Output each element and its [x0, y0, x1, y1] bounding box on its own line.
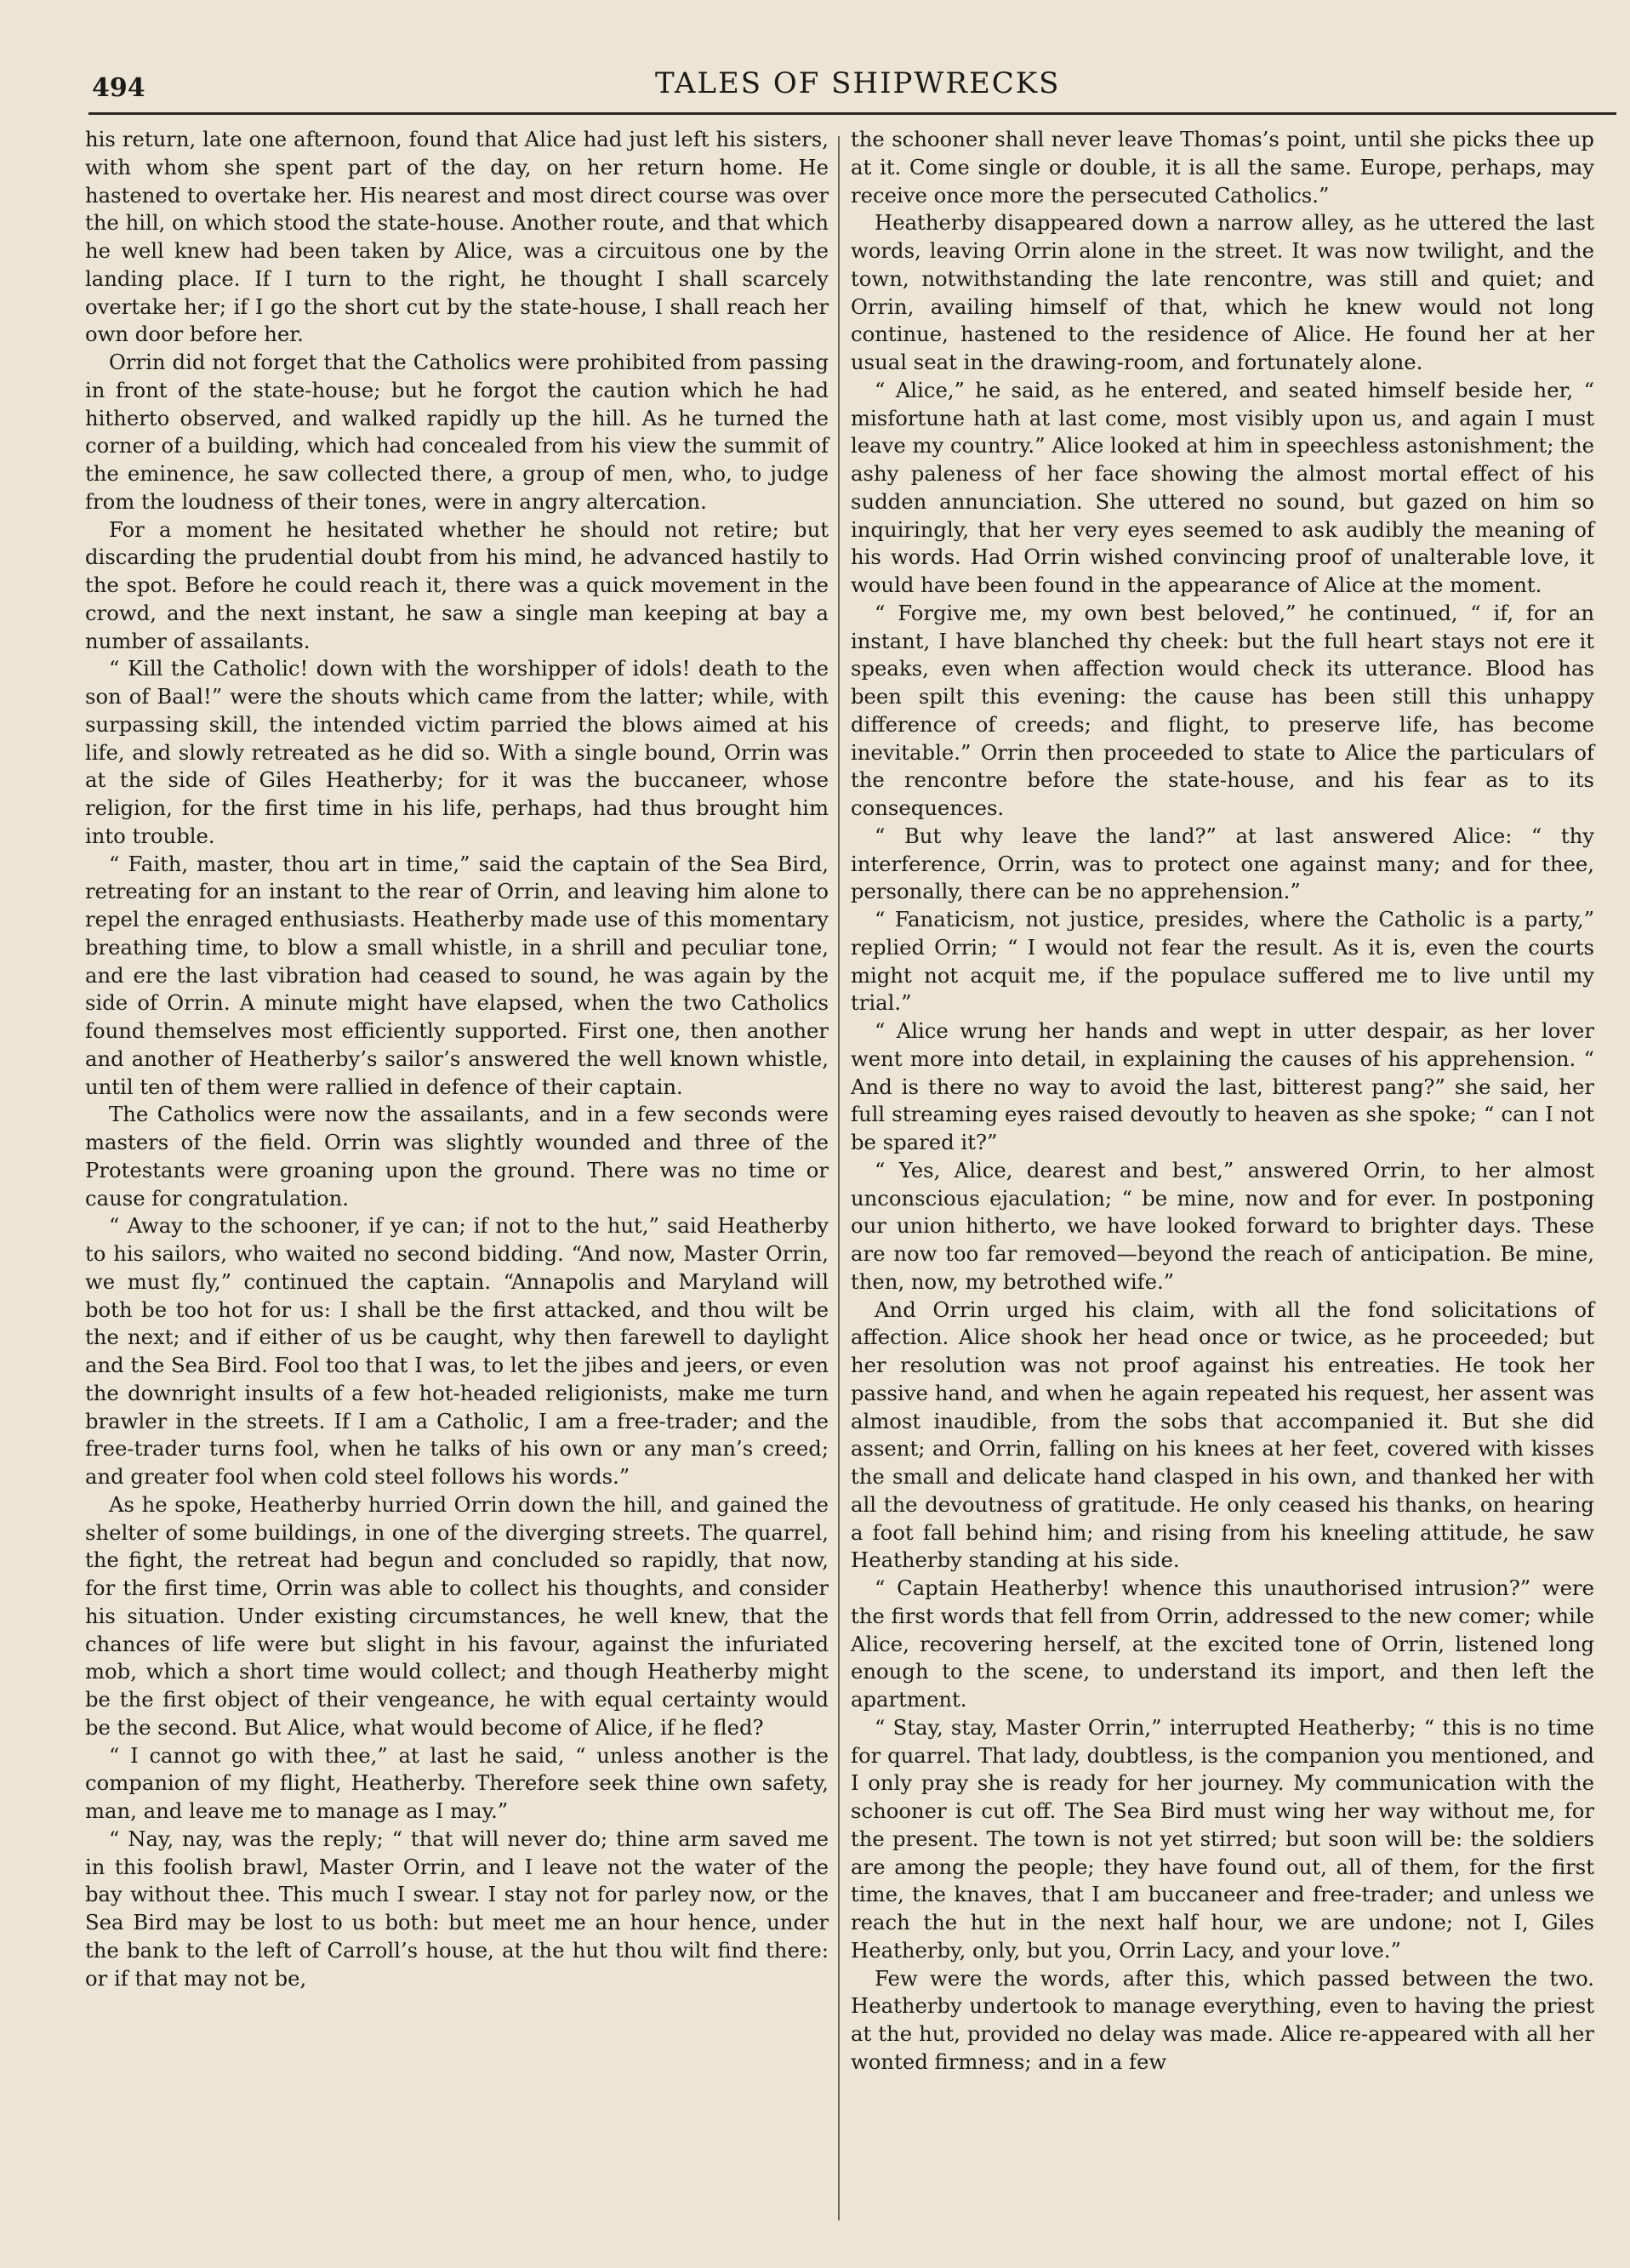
paragraph: For a moment he hesitated whether he should not retire; but discarding the prudential doubt from his mind, he advanced hastily to the spot. Before he could reach it, there was a quick movement in the crowd, and the next instant, he saw a single man keeping at bay a number of assailants. — [85, 516, 829, 653]
paragraph: “ Away to the schooner, if ye can; if not to the hut,” said Heatherby to his sailors, who waited no second bidding. “And now, Master Orrin, we must fly,” continued the captain. “Annapolis and Maryland will both be too hot for us: I shall be the first attacked, and thou wilt be the next; and if either of us be caught, why then farewell to daylight and the Sea Bird. Fool too that I was, to let the jibes and jeers, or even the downright insults of a few hot-headed religionists, make me turn brawler in the streets. If I am a Catholic, I am a free-trader; and the free-trader turns fool, when he talks of his own or any man’s creed; and greater fool when cold steel follows his words.” — [85, 1213, 829, 1489]
paragraph: “ Alice wrung her hands and wept in utter despair, as her lover went more into detail, in explaining the causes of his apprehension. “ And is there no way to avoid the last, bitterest pang?” she said, her full streaming eyes raised devoutly to heaven as she spoke; “ can I not be spared it?” — [851, 1018, 1594, 1154]
paragraph: “ Captain Heatherby! whence this unauthorised intrusion?” were the first words that fell from Orrin, addressed to the new comer; while Alice, recovering herself, at the excited tone of Orrin, listened long enough to the scene, to understand its import, and then left the apartment. — [851, 1576, 1594, 1712]
paragraph: his return, late one afternoon, found that Alice had just left his sisters, with whom she spent part of the day, on her return home. He hastened to overtake her. His nearest and most direct course was over the hill, on which stood the state-house. Another route, and that which he well knew had been taken by Alice, was a circuitous one by the landing place. If I turn to the right, he thought I shall scarcely overtake her; if I go the short cut by the state-house, I shall reach her own door before her. — [85, 127, 829, 347]
paragraph: And Orrin urged his claim, with all the fond solicitations of affection. Alice shook her head once or twice, as he proceeded; but her resolution was not proof against his entreaties. He took her passive hand, and when he again repeated his request, her assent was almost inaudible, from the sobs that accompanied it. But she did assent; and Orrin, falling on his knees at her feet, covered with kisses the small and delicate hand clasped in his own, and thanked her with all the devoutness of gratitude. He only ceased his thanks, on hearing a foot fall behind him; and rising from his kneeling attitude, he saw Heatherby standing at his side. — [851, 1296, 1594, 1573]
paragraph: the schooner shall never leave Thomas’s point, until she picks thee up at it. Come single or double, it is all the same. Europe, perhaps, may receive once more the persecuted Catholics.” — [851, 127, 1594, 208]
left-column — [85, 126, 829, 1992]
paragraph: “ Faith, master, thou art in time,” said the captain of the Sea Bird, retreating for an instant to the rear of Orrin, and leaving him alone to repel the enraged enthusiasts. Heatherby made use of this momentary breathing time, to blow a small whistle, in a shrill and peculiar tone, and ere the last vibration had ceased to sound, he was again by the side of Orrin. A minute might have elapsed, when the two Catholics found themselves most efficiently supported. First one, then another and another of Heatherby’s sailor’s answered the well known whistle, until ten of them were rallied in defence of their captain. — [85, 851, 829, 1099]
paragraph: “ I cannot go with thee,” at last he said, “ unless another is the companion of my flight, Heatherby. Therefore seek thine own safety, man, and leave me to manage as I may.” — [85, 1742, 829, 1823]
paragraph: “ Yes, Alice, dearest and best,” answered Orrin, to her almost unconscious ejaculation; “ be mine, now and for ever. In postponing our union hitherto, we have looked forward to brighter days. These are now too far removed—beyond the reach of anticipation. Be mine, then, now, my betrothed wife.” — [851, 1157, 1594, 1294]
paragraph: “ Stay, stay, Master Orrin,” interrupted Heatherby; “ this is no time for quarrel. That lady, doubtless, is the companion you mentioned, and I only pray she is ready for her journey. My communication with the schooner is cut off. The Sea Bird must wing her way without me, for the present. The town is not yet stirred; but soon will be: the soldiers are among the people; they have found out, all of them, for the first time, the knaves, that I am buccaneer and free-trader; and unless we reach the hut in the next half hour, we are undone; not I, Giles Heatherby, only, but you, Orrin Lacy, and your love.” — [851, 1714, 1594, 1963]
paragraph: Orrin did not forget that the Catholics were prohibited from passing in front of the state-house; but he forgot the caution which he had hitherto observed, and walked rapidly up the hill. As he turned the corner of a building, which had concealed from his view the summit of the eminence, he saw collected there, a group of men, who, to judge from the loudness of their tones, were in angry altercation. — [85, 350, 829, 514]
page-number: 494 — [92, 73, 145, 103]
paragraph: “ Kill the Catholic! down with the worshipper of idols! death to the son of Baal!” were the shouts which came from the latter; while, with surpassing skill, the intended victim parried the blows aimed at his life, and slowly retreated as he did so. With a single bound, Orrin was at the side of Giles Heatherby; for it was the buccaneer, whose religion, for the first time in his life, perhaps, had thus brought him into trouble. — [85, 656, 829, 848]
header-rule — [88, 112, 1616, 115]
paragraph: “ But why leave the land?” at last answered Alice: “ thy interference, Orrin, was to protect one against many; and for thee, personally, there can be no apprehension.” — [851, 823, 1594, 904]
paragraph: “ Fanaticism, not justice, presides, where the Catholic is a party,” replied Orrin; “ I would not fear the result. As it is, even the courts might not acquit me, if the populace suffered me to live until my trial.” — [851, 907, 1594, 1016]
paragraph: As he spoke, Heatherby hurried Orrin down the hill, and gained the shelter of some buildings, in one of the diverging streets. The quarrel, the fight, the retreat had begun and concluded so rapidly, that now, for the first time, Orrin was able to collect his thoughts, and consider his situation. Under existing circumstances, he well knew, that the chances of life were but slight in his favour, against the infuriated mob, which a short time would collect; and though Heatherby might be the first object of their vengeance, he with equal certainty would be the second. But Alice, what would become of Alice, if he fled? — [85, 1491, 829, 1740]
paragraph: Few were the words, after this, which passed between the two. Heatherby undertook to manage everything, even to having the priest at the hut, provided no delay was made. Alice re-appeared with all her wonted firmness; and in a few — [851, 1965, 1594, 2074]
paragraph: Heatherby disappeared down a narrow alley, as he uttered the last words, leaving Orrin alone in the street. It was now twilight, and the town, notwithstanding the late rencontre, was still and quiet; and Orrin, availing himself of that, which he knew would not long continue, hastened to the residence of Alice. He found her at her usual seat in the drawing-room, and fortunately alone. — [851, 210, 1594, 374]
column-divider — [838, 136, 840, 2220]
running-title: TALES OF SHIPWRECKS — [655, 66, 1061, 100]
paragraph: “ Alice,” he said, as he entered, and seated himself beside her, “ misfortune hath at last come, most visibly upon us, and again I must leave my country.” Alice looked at him in speechless astonishment; the ashy paleness of her face showing the almost mortal effect of his sudden annunciation. She uttered no sound, but gazed on him so inquiringly, that her very eyes seemed to ask audibly the meaning of his words. Had Orrin wished convincing proof of unalterable love, it would have been found in the appearance of Alice at the moment. — [851, 377, 1594, 597]
paragraph: “ Nay, nay, was the reply; “ that will never do; thine arm saved me in this foolish brawl, Master Orrin, and I leave not the water of the bay without thee. This much I swear. I stay not for parley now, or the Sea Bird may be lost to us both: but meet me an hour hence, under the bank to the left of Carroll’s house, at the hut thou wilt find there: or if that may not be, — [85, 1826, 829, 1991]
paragraph: The Catholics were now the assailants, and in a few seconds were masters of the field. Orrin was slightly wounded and three of the Protestants were groaning upon the ground. There was no time or cause for congratulation. — [85, 1102, 829, 1211]
right-column — [851, 126, 1594, 2077]
paragraph: “ Forgive me, my own best beloved,” he continued, “ if, for an instant, I have blanched thy cheek: but the full heart stays not ere it speaks, even when affection would check its utterance. Blood has been spilt this evening: the cause has been still this unhappy difference of creeds; and flight, to preserve life, has become inevitable.” Orrin then proceeded to state to Alice the particulars of the rencontre before the state-house, and his fear as to its consequences. — [851, 600, 1594, 820]
